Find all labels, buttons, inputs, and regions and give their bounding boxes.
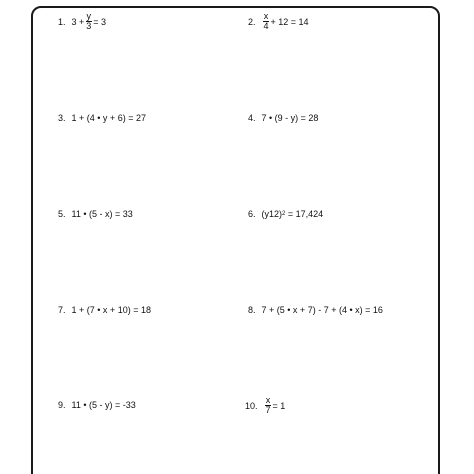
problem-number: 4. <box>248 113 256 123</box>
problem-4 <box>248 113 318 123</box>
fraction-denominator: 4 <box>263 21 269 31</box>
problem-6 <box>248 209 323 219</box>
problem-number: 5. <box>58 209 66 219</box>
equation-prefix: 3 + <box>71 16 85 27</box>
fraction <box>85 12 92 31</box>
equation-suffix: = 1 <box>272 400 286 411</box>
equation-prefix: (y12) <box>261 209 283 219</box>
problem-3 <box>58 113 146 123</box>
problem-2 <box>248 12 309 31</box>
problem-8 <box>248 305 383 315</box>
problem-10 <box>245 396 285 415</box>
exponent: 2 <box>282 211 286 217</box>
problem-9 <box>58 400 136 410</box>
fraction <box>263 12 270 31</box>
problem-number: 2. <box>248 16 256 27</box>
fraction <box>265 396 272 415</box>
problem-number: 3. <box>58 113 66 123</box>
problem-number: 7. <box>58 305 66 315</box>
problem-number: 8. <box>248 305 256 315</box>
equation-suffix: = 3 <box>93 16 107 27</box>
fraction-denominator: 3 <box>86 21 92 31</box>
equation-suffix: + 12 = 14 <box>270 16 309 27</box>
equation-text: 1 + (4 • y + 6) = 27 <box>71 113 146 123</box>
equation-text: 7 • (9 - y) = 28 <box>261 113 319 123</box>
problem-number: 9. <box>58 400 66 410</box>
problem-number: 10. <box>245 400 258 411</box>
problem-7 <box>58 305 151 315</box>
problem-1 <box>58 12 106 31</box>
fraction-numerator: y <box>86 11 92 21</box>
equation-text: 1 + (7 • x + 10) = 18 <box>71 305 151 315</box>
problem-number: 1. <box>58 16 66 27</box>
problem-number: 6. <box>248 209 256 219</box>
fraction-numerator: x <box>263 11 269 21</box>
equation-text: 11 • (5 - y) = -33 <box>71 400 136 410</box>
problem-5 <box>58 209 133 219</box>
equation-suffix: = 17,424 <box>287 209 324 219</box>
equation-text: 7 + (5 • x + 7) - 7 + (4 • x) = 16 <box>261 305 383 315</box>
fraction-numerator: x <box>265 395 271 405</box>
fraction-denominator: 7 <box>265 405 271 415</box>
equation-text: 11 • (5 - x) = 33 <box>71 209 133 219</box>
